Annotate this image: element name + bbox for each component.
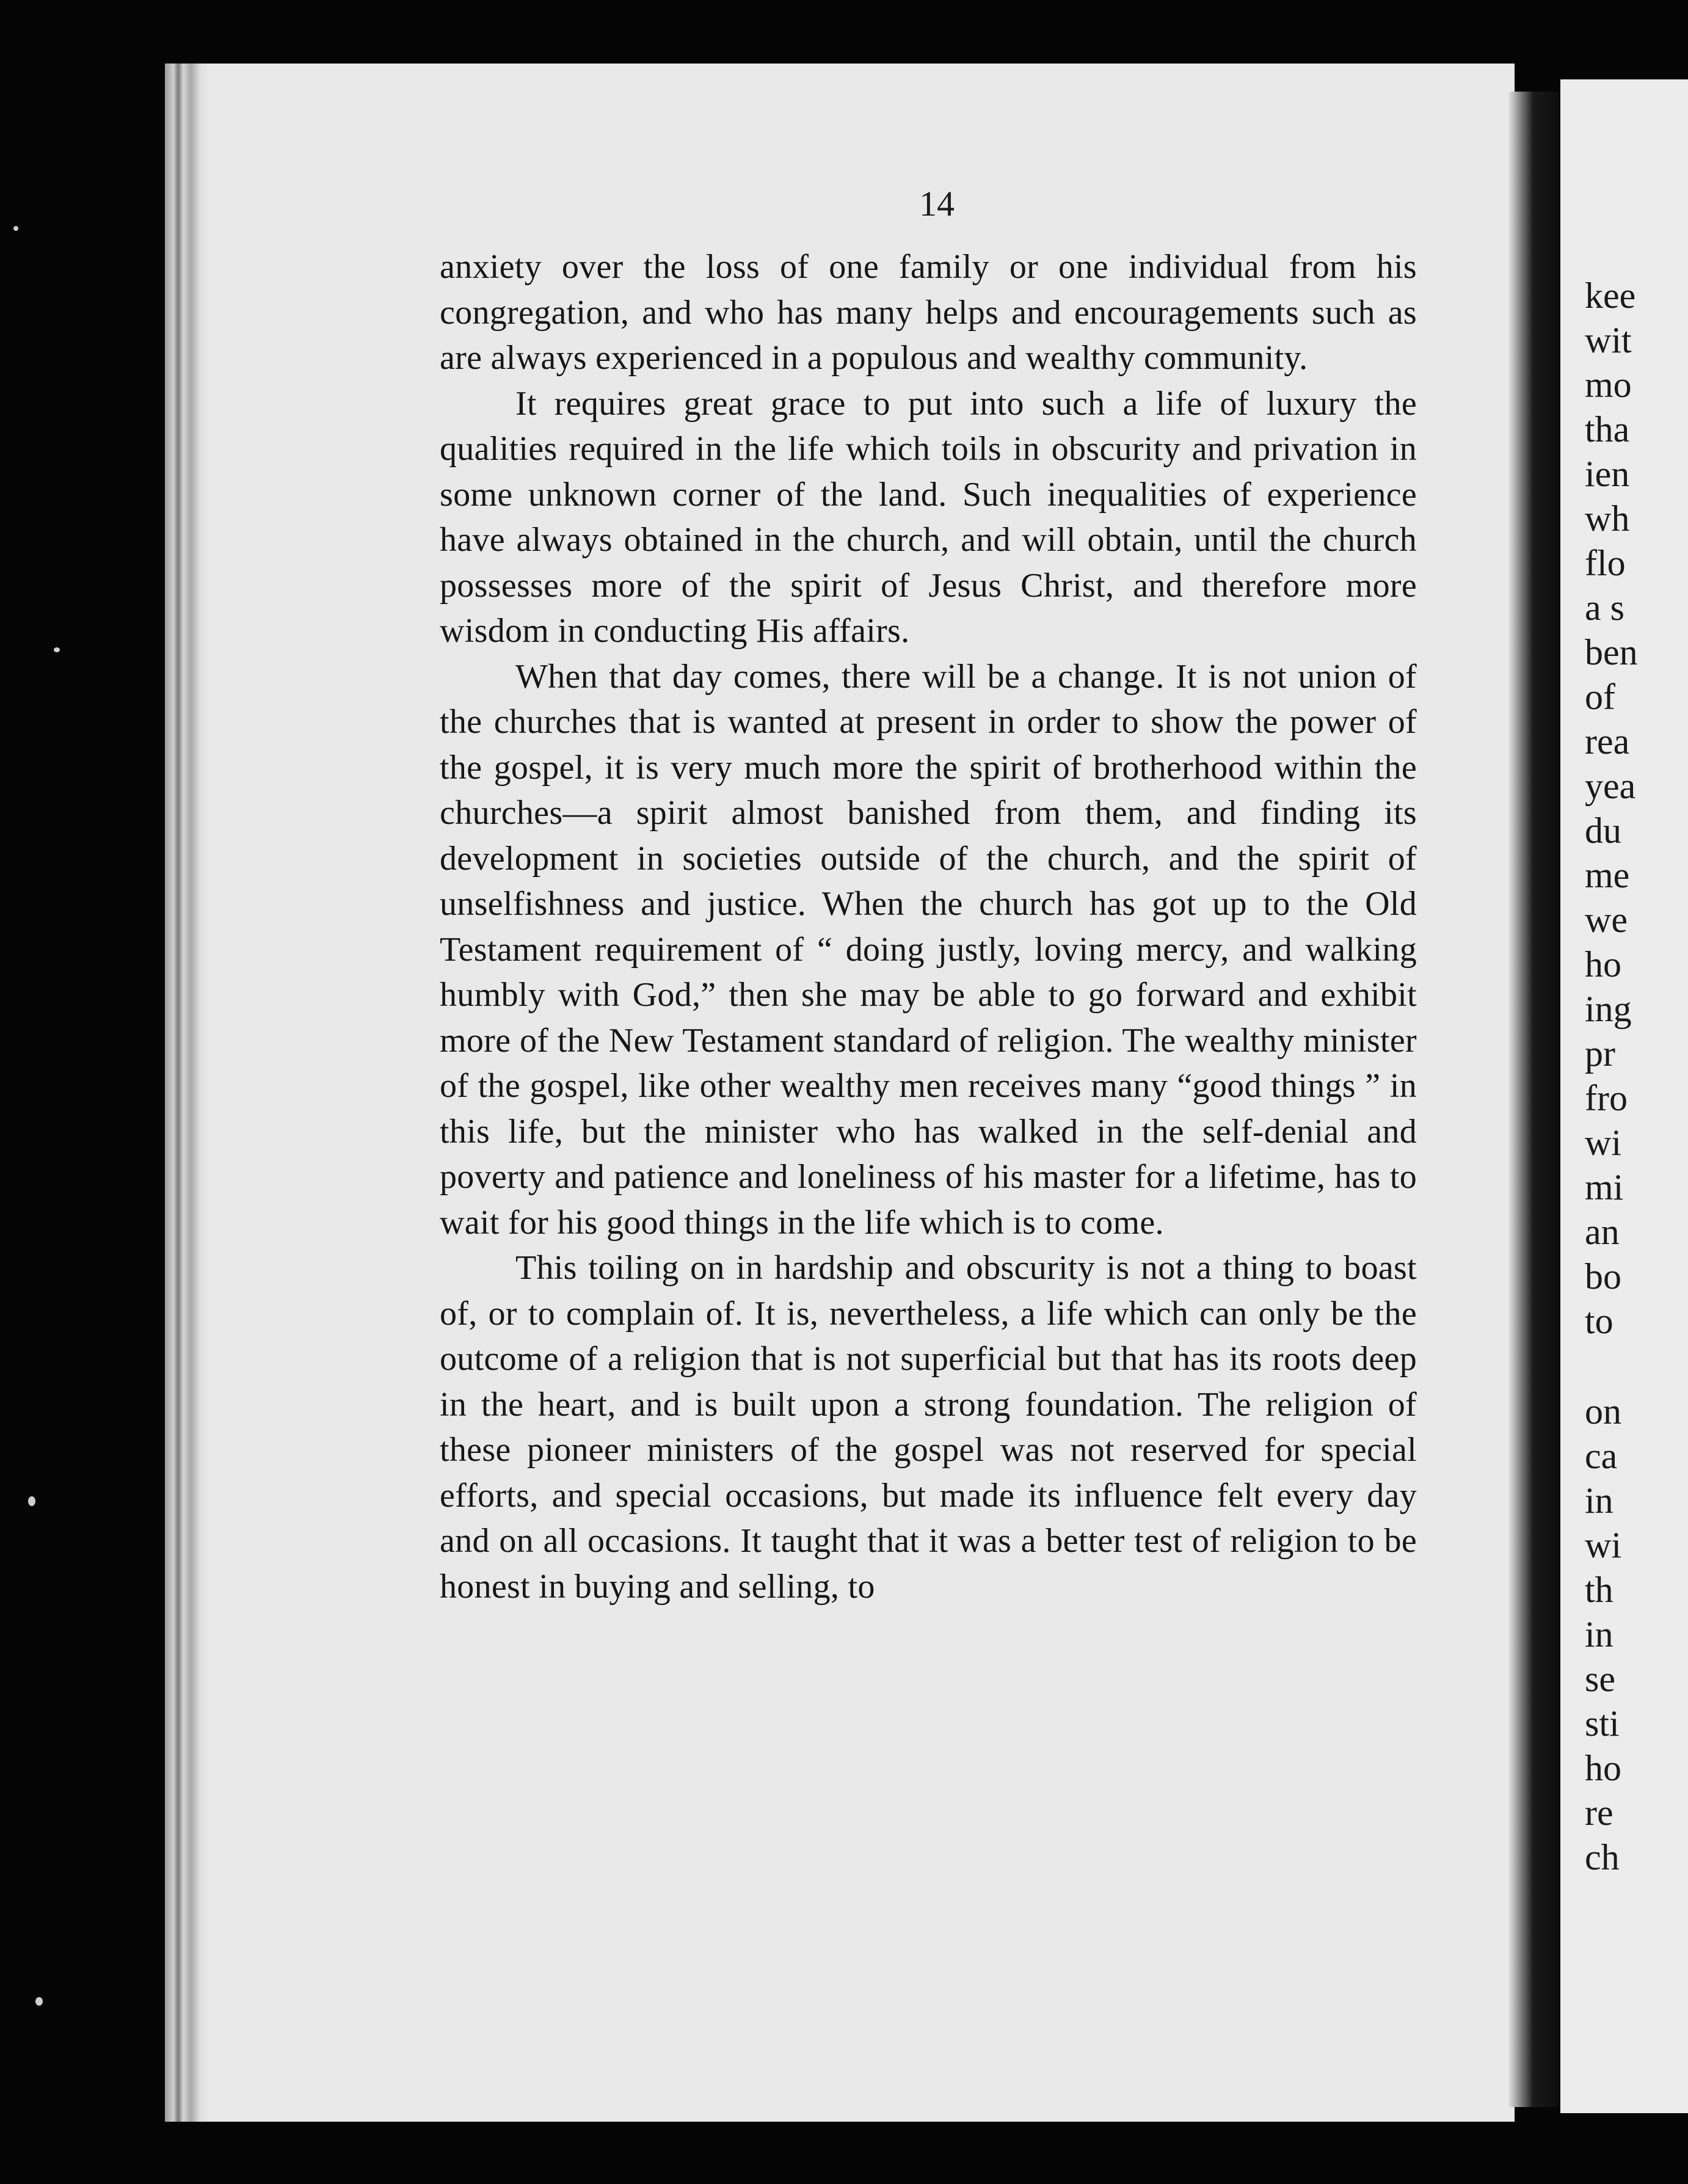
next-page-line-fragment: wi <box>1585 1123 1621 1163</box>
next-page-cropped <box>1560 79 1688 2113</box>
page-binding-edge <box>165 64 208 2122</box>
next-page-line-fragment: ing <box>1585 989 1632 1029</box>
next-page-line-fragment: wh <box>1585 498 1630 539</box>
next-page-line-fragment: rea <box>1585 721 1630 762</box>
next-page-line-fragment: ho <box>1585 944 1621 985</box>
next-page-line-fragment: an <box>1585 1212 1620 1252</box>
next-page-line-fragment: in <box>1585 1614 1613 1654</box>
paragraph-3: When that day comes, there will be a change. It is not union of the churches that is wanted at present in order to show the power of the gospel, it is very much more the spirit of brotherhood within the churches—a spirit almost banished from them, and finding its development in societies outside of the church, and the spirit of unselfishness and justice. When the church has got up to the Old Testament requirement of “ doing justly, loving mercy, and walking humbly with God,” then she may be able to go forward and exhibit more of the New Testament standard of religion. The wealthy minister of the gospel, like other wealthy men receives many “good things ” in this life, but the minister who has walked in the self-denial and poverty and patience and loneliness of his master for a lifetime, has to wait for his good things in the life which is to come. <box>440 657 1417 1242</box>
book-gutter <box>1508 92 1563 2107</box>
next-page-line-fragment: ien <box>1585 454 1630 494</box>
next-page-line-fragment: ca <box>1585 1436 1618 1476</box>
next-page-line-fragment: kee <box>1585 275 1636 316</box>
next-page-line-fragment: to <box>1585 1301 1613 1341</box>
next-page-line-fragment: sti <box>1585 1703 1620 1744</box>
next-page-line-fragment: mo <box>1585 365 1632 405</box>
next-page-line-fragment: ho <box>1585 1748 1621 1788</box>
next-page-line-fragment: we <box>1585 900 1628 940</box>
next-page-line-fragment: tha <box>1585 409 1630 450</box>
next-page-line-fragment: wit <box>1585 320 1632 360</box>
speck <box>13 226 18 231</box>
next-page-line-fragment: mi <box>1585 1167 1624 1207</box>
next-page-line-fragment: yea <box>1585 766 1636 806</box>
next-page-line-fragment: se <box>1585 1659 1615 1699</box>
paragraph-4: This toiling on in hardship and obscurity is not a thing to boast of, or to complain of. It is, nevertheless, a life which can only be the outcome of a religion that is not superficial but that has its roots deep in the heart, and is built upon a strong foundation. The religion of these pioneer ministers of the gospel was not reserved for special efforts, and special occasions, but made its influence felt every day and on all occasions. It taught that it was a better test of religion to be honest in buying and selling, to <box>440 1249 1417 1606</box>
next-page-line-fragment: th <box>1585 1570 1613 1610</box>
next-page-line-fragment: fro <box>1585 1078 1628 1118</box>
next-page-line-fragment: flo <box>1585 543 1626 583</box>
next-page-line-fragment: re <box>1585 1793 1613 1833</box>
paragraph-1: anxiety over the loss of one family or one individual from his congregation, and who has many helps and encouragements such as are always experienced in a populous and wealthy community. <box>440 248 1417 377</box>
speck <box>54 647 60 652</box>
next-page-line-fragment: ch <box>1585 1837 1620 1877</box>
speck <box>35 1997 43 2006</box>
speck <box>28 1496 35 1506</box>
next-page-line-fragment: in <box>1585 1480 1613 1521</box>
next-page-line-fragment: bo <box>1585 1256 1621 1297</box>
next-page-line-fragment: a s <box>1585 588 1624 628</box>
next-page-line-fragment: wi <box>1585 1525 1621 1565</box>
next-page-line-fragment: pr <box>1585 1033 1615 1074</box>
paragraph-2: It requires great grace to put into such a life of luxury the qualities required in the life which toils in obscurity and privation in some unknown corner of the land. Such inequalities of experience have always obtained in the church, and will obtain, until the church possesses more of the spirit of Jesus Christ, and therefore more wisdom in conducting His affairs. <box>440 384 1417 650</box>
next-page-line-fragment: du <box>1585 810 1621 851</box>
next-page-line-fragment: me <box>1585 855 1630 895</box>
next-page-line-fragment: of <box>1585 677 1615 717</box>
page-number: 14 <box>919 184 955 224</box>
page-text <box>440 244 1417 1609</box>
next-page-line-fragment: on <box>1585 1391 1621 1432</box>
next-page-line-fragment: ben <box>1585 632 1638 672</box>
